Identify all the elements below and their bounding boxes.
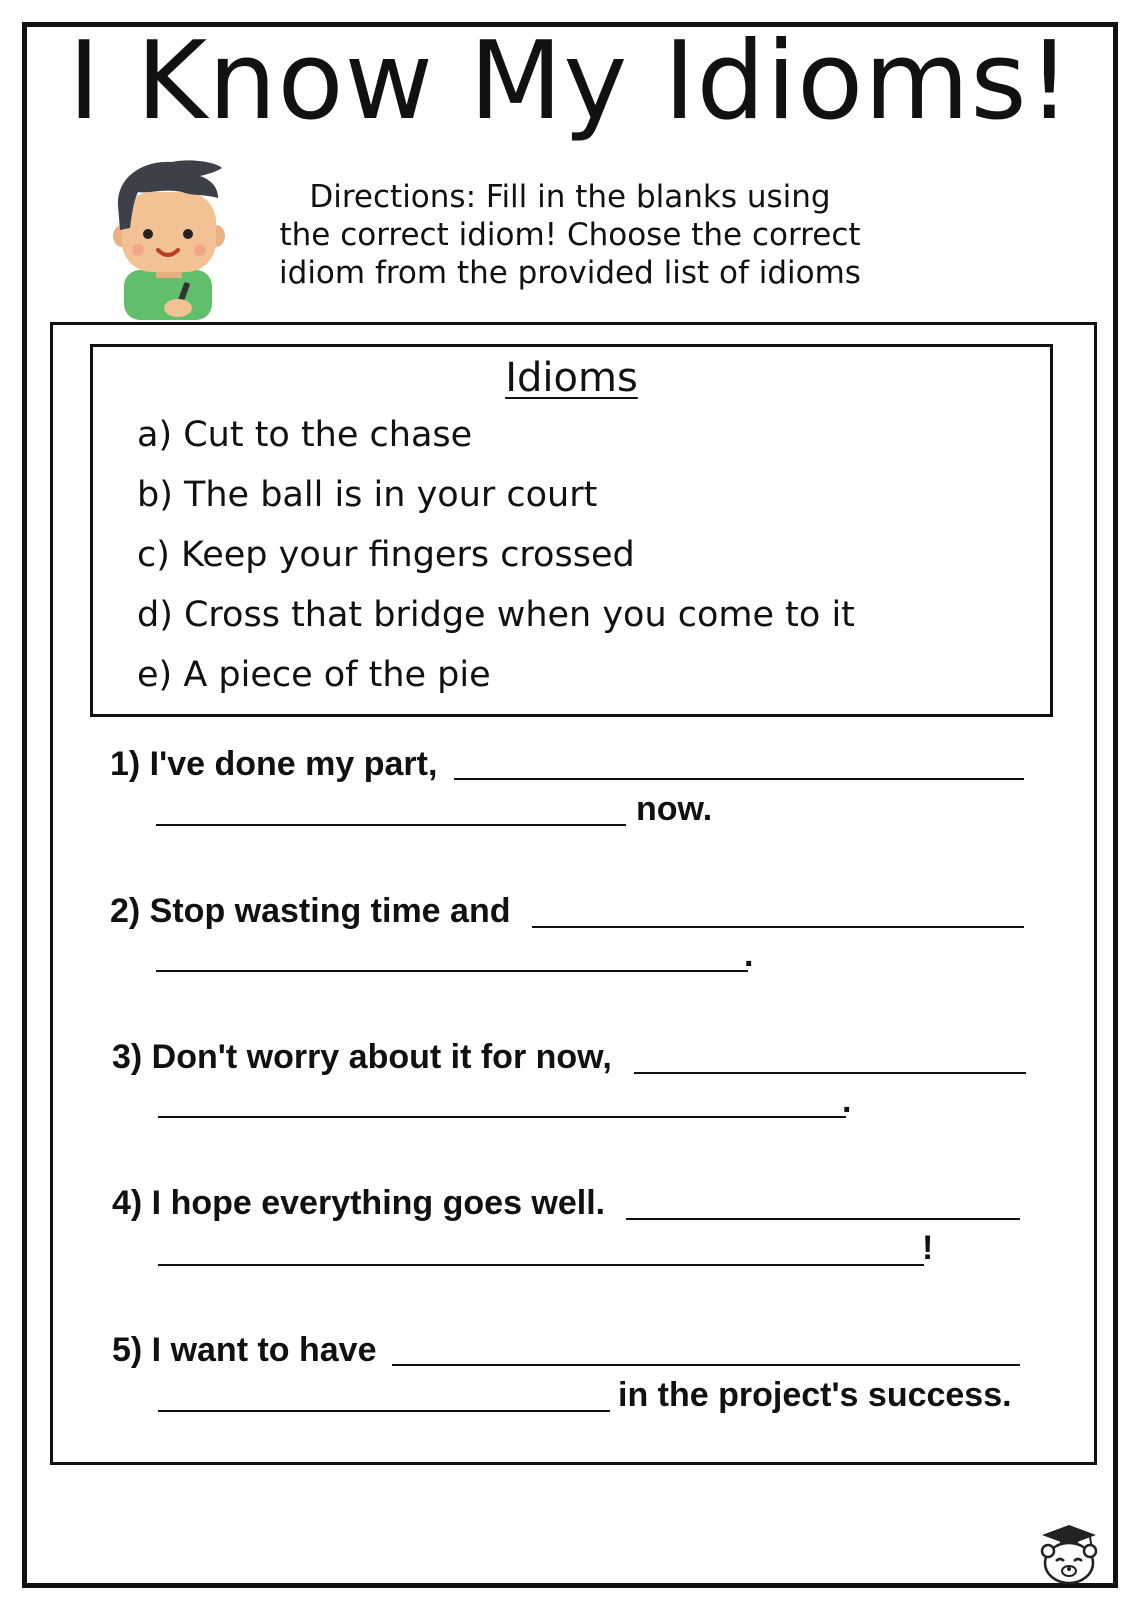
idioms-heading: Idioms — [505, 355, 638, 401]
question-2-ending: . — [744, 936, 754, 974]
question-1-prompt: 1) I've done my part, — [110, 745, 438, 783]
question-5-blank-line-2[interactable] — [158, 1410, 610, 1412]
question-3-blank-line-1[interactable] — [634, 1072, 1026, 1074]
idiom-list-box — [90, 344, 1053, 717]
question-5-prompt: 5) I want to have — [112, 1331, 377, 1369]
question-1-blank-line-2[interactable] — [156, 824, 626, 826]
idiom-item: b) The ball is in your court — [137, 475, 598, 515]
boy-writing-illustration — [112, 158, 227, 320]
idiom-item: d) Cross that bridge when you come to it — [137, 595, 855, 635]
question-4-blank-line-2[interactable] — [158, 1264, 924, 1266]
graduate-mascot-icon — [1038, 1523, 1100, 1585]
directions-line-2: the correct idiom! Choose the correct — [279, 217, 861, 253]
idiom-item: e) A piece of the pie — [137, 655, 491, 695]
question-4-prompt: 4) I hope everything goes well. — [112, 1184, 606, 1222]
idiom-item: a) Cut to the chase — [137, 415, 473, 455]
question-2-blank-line-2[interactable] — [156, 970, 748, 972]
question-3-blank-line-2[interactable] — [158, 1116, 846, 1118]
idiom-list — [137, 405, 855, 705]
question-5-ending: in the project's success. — [618, 1376, 1012, 1414]
directions-line-3: idiom from the provided list of idioms — [279, 255, 861, 291]
question-2-prompt: 2) Stop wasting time and — [110, 892, 511, 930]
question-4-blank-line-1[interactable] — [626, 1218, 1020, 1220]
question-3-prompt: 3) Don't worry about it for now, — [112, 1038, 612, 1076]
idiom-item: c) Keep your fingers crossed — [137, 535, 635, 575]
question-3-ending: . — [842, 1082, 852, 1120]
question-2-blank-line-1[interactable] — [532, 926, 1024, 928]
question-1-ending: now. — [636, 790, 713, 828]
directions-line-1: Directions: Fill in the blanks using — [309, 179, 831, 215]
question-4-ending: ! — [922, 1229, 934, 1267]
question-5-blank-line-1[interactable] — [392, 1364, 1020, 1366]
question-1-blank-line-1[interactable] — [454, 778, 1024, 780]
worksheet-title: I Know My Idioms! — [68, 19, 1072, 144]
directions-text — [270, 178, 870, 292]
